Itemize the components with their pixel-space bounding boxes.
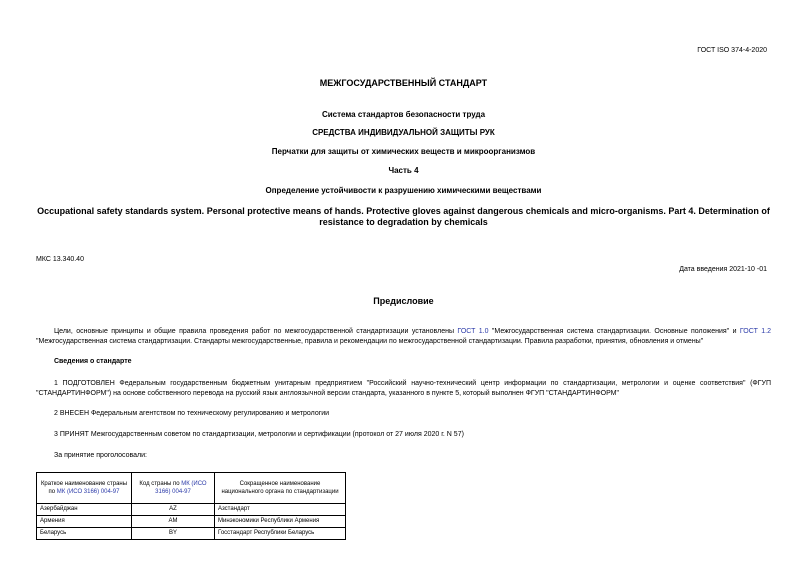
system-title: Система стандартов безопасности труда [321, 110, 486, 119]
preface-title: Предисловие [373, 296, 434, 306]
gost-1-0-link[interactable]: ГОСТ 1.0 [457, 328, 489, 335]
item-2-submitted: 2 ВНЕСЕН Федеральным агентством по техническому регулированию и метрологии [54, 410, 330, 417]
header-country: Краткое наименование страны по МК (ИСО 3166) 004-97 [37, 473, 132, 504]
table-row [37, 528, 346, 540]
interstate-standard-heading: МЕЖГОСУДАРСТВЕННЫЙ СТАНДАРТ [319, 78, 488, 88]
means-title: СРЕДСТВА ИНДИВИДУАЛЬНОЙ ЗАЩИТЫ РУК [312, 128, 495, 137]
gloves-title: Перчатки для защиты от химических веществ и микроорганизмов [271, 147, 536, 156]
part-title: Определение устойчивости к разрушению химическими веществами [265, 186, 542, 195]
code-cell: AM [132, 516, 215, 528]
part-number: Часть 4 [388, 166, 419, 175]
code-cell: AZ [132, 504, 215, 516]
country-cell: Азербайджан [37, 504, 132, 516]
voting-table [36, 472, 346, 540]
table-row [37, 516, 346, 528]
body-cell: Азстандарт [215, 504, 346, 516]
header-code: Код страны по МК (ИСО 3166) 004-97 [132, 473, 215, 504]
country-cell: Армения [37, 516, 132, 528]
intro-text-3: "Межгосударственная система стандартизации. Стандарты межгосударственные, правила и рекомендации по межгосударственной стандартизации. Правила разработки, принятия, обновления и отмены" [36, 338, 704, 345]
item-1-prepared: 1 ПОДГОТОВЛЕН Федеральным государственным бюджетным унитарным предприятием "Российский научно-технический центр информации по стандартизации, метрологии и оценке соответствия" (ФГУП "СТАНДАРТИНФОРМ") на основе собственного перевода на русский язык англоязычной версии стандарта, указанного в пункте 5, который выполнен ФГУП "СТАНДАРТИНФОРМ" [36, 380, 771, 397]
intro-text-2: "Межгосударственная система стандартизации. Основные положения" и [488, 328, 740, 335]
intro-text-1: Цели, основные принципы и общие правила проведения работ по межгосударственной стандартизации установлены [54, 328, 458, 335]
body-cell: Госстандарт Республики Беларусь [215, 528, 346, 540]
mks-code: МКС 13.340.40 [36, 256, 84, 263]
table-header-row [37, 473, 346, 504]
table-row [37, 504, 346, 516]
gost-1-2-link[interactable]: ГОСТ 1.2 [739, 328, 771, 335]
document-code: ГОСТ ISO 374-4-2020 [697, 47, 767, 54]
introduction-date: Дата введения 2021-10 -01 [679, 266, 767, 273]
mk-iso-3166-link[interactable]: МК (ИСО 3166) 004-97 [56, 489, 120, 495]
voted-label: За принятие проголосовали: [54, 452, 147, 459]
body-cell: Минэкономики Республики Армения [215, 516, 346, 528]
code-cell: BY [132, 528, 215, 540]
item-3-adopted: 3 ПРИНЯТ Межгосударственным советом по стандартизации, метрологии и сертификации (протокол от 27 июля 2020 г. N 57) [54, 431, 464, 438]
english-title: Occupational safety standards system. Personal protective means of hands. Protective gloves against dangerous chemicals and micro-organisms. Part 4. Determination of resistance to degradation by chemicals [37, 206, 770, 227]
country-cell: Беларусь [37, 528, 132, 540]
mk-iso-3166-link[interactable]: МК (ИСО 3166) 004-97 [155, 481, 207, 495]
about-standard-heading: Сведения о стандарте [54, 358, 132, 365]
header-body: Сокращенное наименование национального органа по стандартизации [215, 473, 346, 504]
intro-paragraph [36, 327, 771, 347]
